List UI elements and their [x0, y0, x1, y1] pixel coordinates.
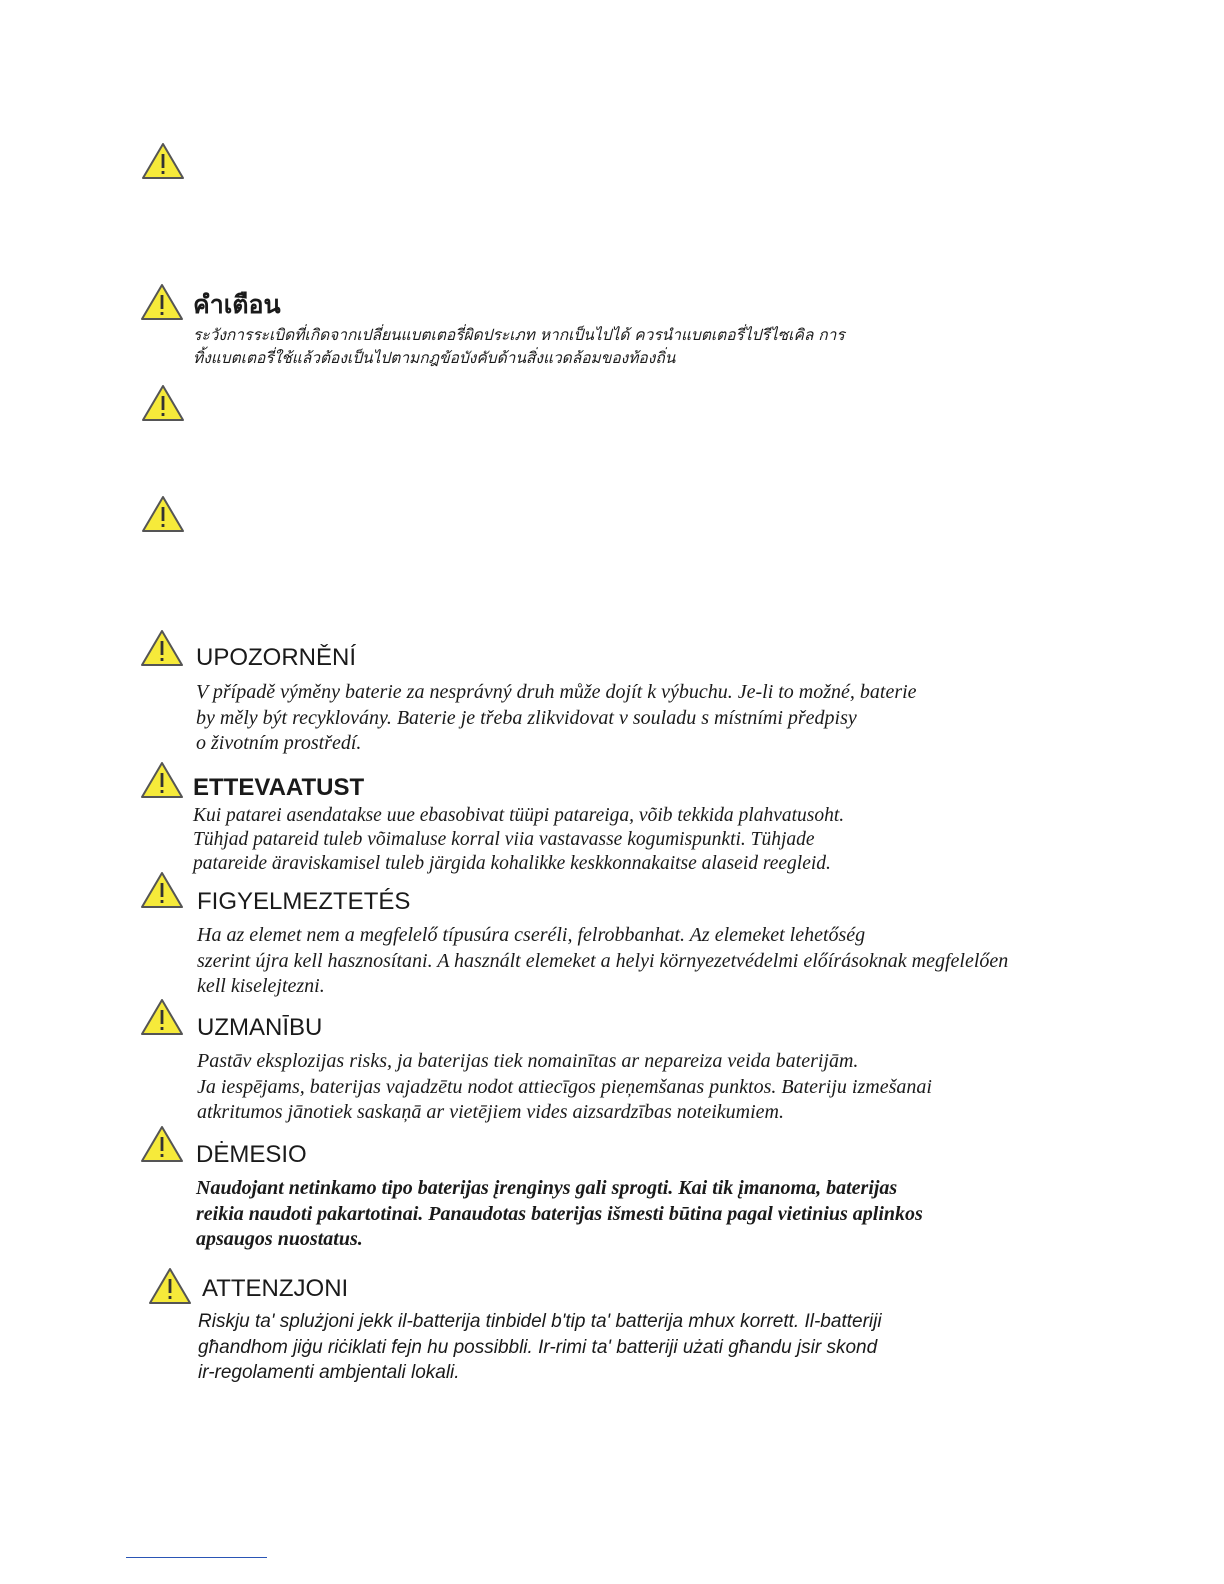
section-text-line: għandhom jiġu riċiklati fejn hu possibbli. Ir-rimi ta' batteriji użati għandu jsir skond: [198, 1336, 878, 1358]
warning-triangle-icon: [148, 1266, 192, 1306]
section-text-line: V případě výměny baterie za nesprávný druh může dojít k výbuchu. Je-li to možné, baterie: [196, 681, 917, 703]
section-text-line: ir-regolamenti ambjentali lokali.: [198, 1362, 460, 1383]
section-heading: ETTEVAATUST: [193, 774, 365, 801]
section-text-line: ระวังการระเบิดที่เกิดจากเปลี่ยนแบตเตอรี่ผิดประเภท หากเป็นไปได้ ควรนำแบตเตอรี่ไปรีไซเคิล การ: [193, 326, 845, 344]
warning-triangle-icon: [141, 494, 185, 534]
section-text-line: by měly být recyklovány. Baterie je třeba zlikvidovat v souladu s místními předpisy: [196, 706, 857, 729]
section-text-line: Kui patarei asendatakse uue ebasobivat tüüpi patareiga, võib tekkida plahvatusoht.: [193, 805, 845, 826]
section-text-line: atkritumos jānotiek saskaņā ar vietējiem vides aizsardzības noteikumiem.: [197, 1101, 784, 1123]
section-heading: ATTENZJONI: [202, 1275, 349, 1302]
warning-triangle-icon: [141, 141, 185, 181]
warning-triangle-icon: [140, 870, 184, 910]
warning-triangle-icon: [140, 282, 184, 322]
warning-triangle-icon: [140, 997, 184, 1037]
section-text-line: Riskju ta' splużjoni jekk il-batterija tinbidel b'tip ta' batterija mhux korrett. Il-batteriji: [198, 1311, 882, 1332]
section-text-line: Ha az elemet nem a megfelelő típusúra cseréli, felrobbanhat. Az elemeket lehetőség: [197, 924, 866, 946]
section-text-line: o životním prostředí.: [196, 732, 362, 754]
section-heading: DĖMESIO: [196, 1141, 307, 1168]
section-heading: FIGYELMEZTETÉS: [197, 888, 411, 915]
section-text-line: Tühjad patareid tuleb võimaluse korral viia vastavasse kogumispunkti. Tühjade: [193, 829, 815, 850]
warning-triangle-icon: [140, 1124, 184, 1164]
section-heading: คำเตือน: [193, 290, 281, 319]
thai-warning-section: [193, 290, 845, 370]
section-text-line: apsaugos nuostatus.: [196, 1228, 363, 1250]
maltese-warning-section: [198, 1275, 882, 1386]
section-text-line: patareide äraviskamisel tuleb järgida kohalikke keskkonnakaitse alaseid reegleid.: [193, 853, 831, 874]
section-text-line: reikia naudoti pakartotinai. Panaudotas baterijas išmesti būtina pagal vietinius aplinkos: [196, 1202, 923, 1225]
footnote-divider: [126, 1557, 267, 1558]
section-text-line: Pastāv eksplozijas risks, ja baterijas tiek nomainītas ar nepareiza veida baterijām.: [197, 1050, 859, 1072]
warning-triangle-icon: [141, 383, 185, 423]
section-text-line: kell kiselejtezni.: [197, 975, 325, 997]
section-heading: UZMANĪBU: [197, 1014, 323, 1041]
section-text-line: ทิ้งแบตเตอรี่ใช้แล้วต้องเป็นไปตามกฎข้อบังคับด้านสิ่งแวดล้อมของท้องถิ่น: [193, 349, 676, 367]
latvian-warning-section: [197, 1014, 932, 1126]
warning-triangle-icon: [140, 628, 184, 668]
section-text-line: Ja iespējams, baterijas vajadzētu nodot attiecīgos pieņemšanas punktos. Bateriju izmešanai: [197, 1075, 932, 1098]
lithuanian-warning-section: [196, 1141, 923, 1253]
section-text-line: Naudojant netinkamo tipo baterijas įrenginys gali sprogti. Kai tik įmanoma, baterijas: [196, 1177, 898, 1199]
section-heading: UPOZORNĚNÍ: [196, 644, 357, 671]
warning-triangle-icon: [140, 760, 184, 800]
czech-warning-section: [196, 644, 917, 757]
estonian-warning-section: [193, 774, 844, 876]
hungarian-warning-section: [197, 888, 1008, 1000]
section-text-line: szerint újra kell hasznosítani. A használt elemeket a helyi környezetvédelmi előírásoknak megfelelően: [197, 949, 1009, 972]
